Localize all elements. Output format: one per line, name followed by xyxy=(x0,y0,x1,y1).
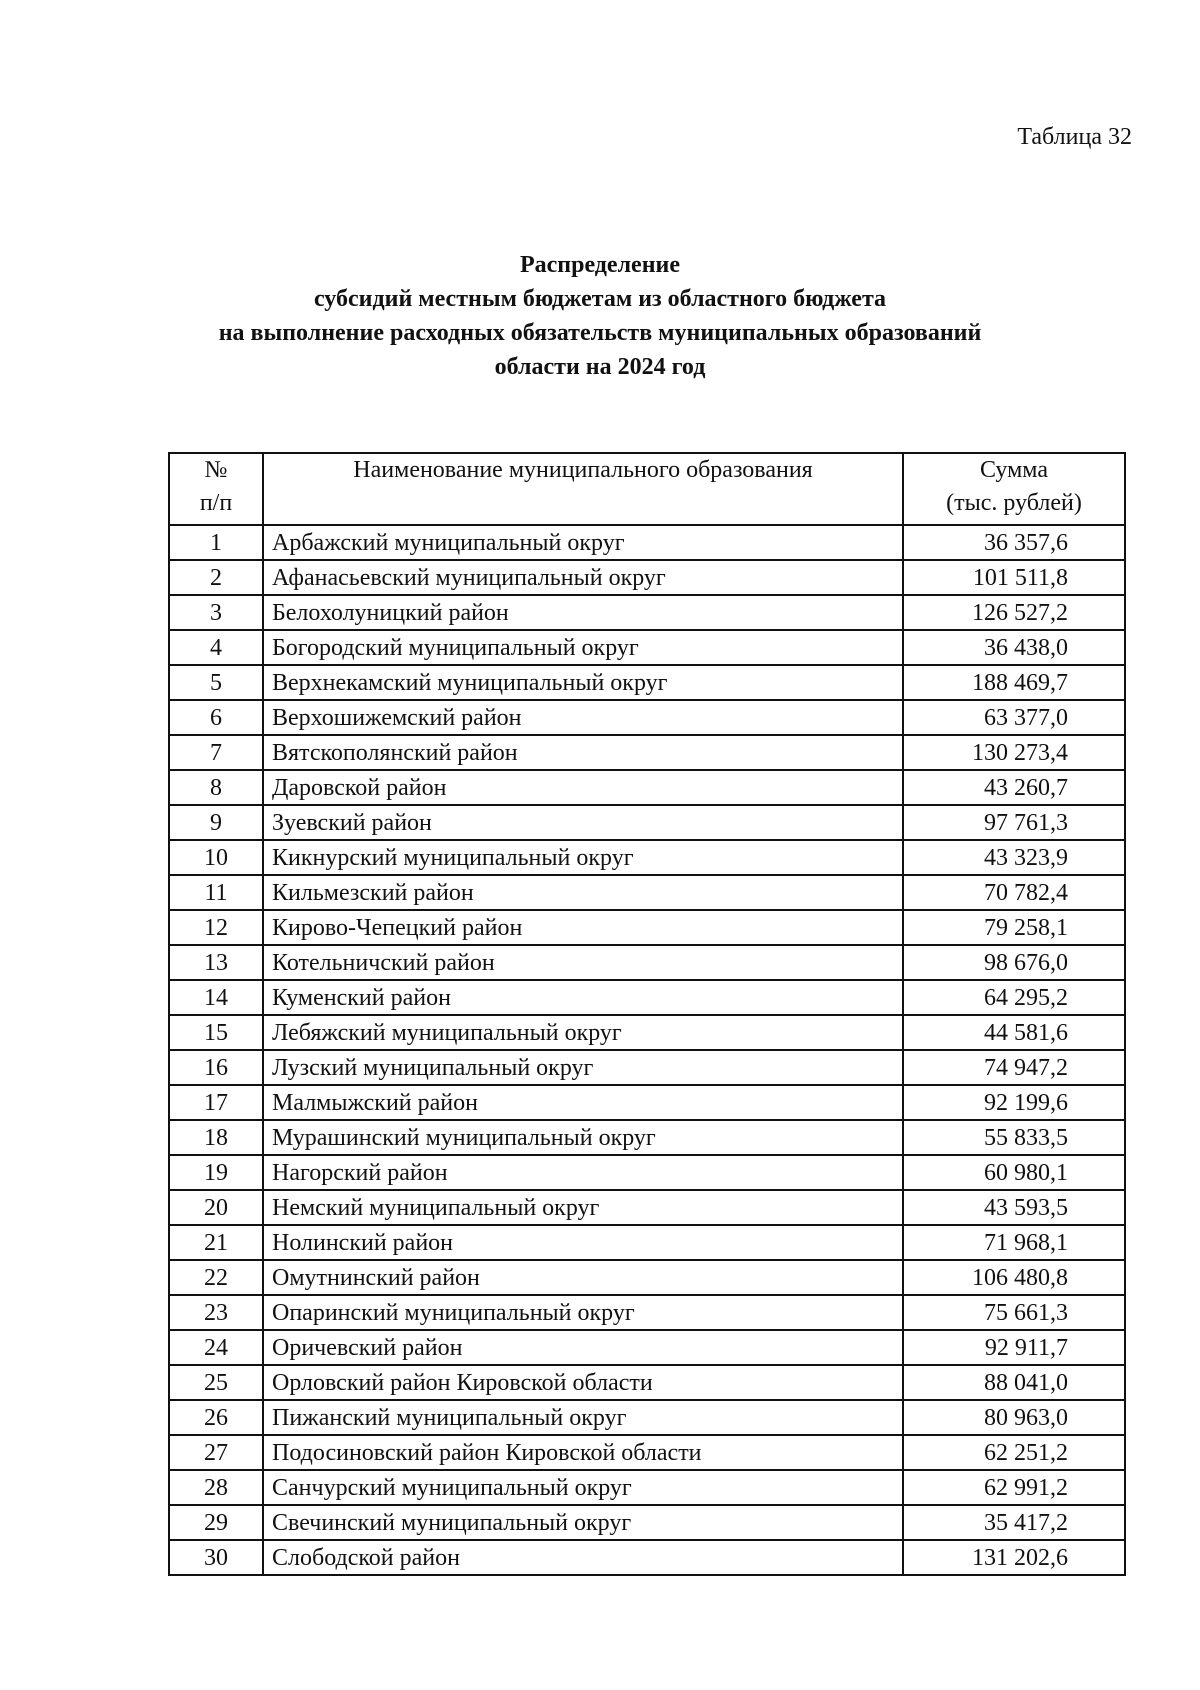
table-number-label: Таблица 32 xyxy=(1017,124,1132,150)
row-name-cell: Кикнурский муниципальный округ xyxy=(263,840,903,875)
row-number-cell: 5 xyxy=(169,665,263,700)
row-sum-cell: 80 963,0 xyxy=(903,1400,1125,1435)
row-name-cell: Санчурский муниципальный округ xyxy=(263,1470,903,1505)
row-name-cell: Слободской район xyxy=(263,1540,903,1575)
row-number-cell: 7 xyxy=(169,735,263,770)
table-row xyxy=(169,1330,1125,1365)
row-number-cell: 22 xyxy=(169,1260,263,1295)
row-name-cell: Кирово-Чепецкий район xyxy=(263,910,903,945)
table-row xyxy=(169,1015,1125,1050)
row-number-cell: 11 xyxy=(169,875,263,910)
row-sum-cell: 43 593,5 xyxy=(903,1190,1125,1225)
table-row xyxy=(169,1190,1125,1225)
row-sum-cell: 98 676,0 xyxy=(903,945,1125,980)
row-number-cell: 28 xyxy=(169,1470,263,1505)
row-name-cell: Немский муниципальный округ xyxy=(263,1190,903,1225)
table-row xyxy=(169,770,1125,805)
row-sum-cell: 126 527,2 xyxy=(903,595,1125,630)
row-number-cell: 8 xyxy=(169,770,263,805)
table-row xyxy=(169,700,1125,735)
heading-line-1: Распределение xyxy=(519,252,681,278)
row-number-cell: 14 xyxy=(169,980,263,1015)
row-sum-cell: 55 833,5 xyxy=(903,1120,1125,1155)
row-sum-cell: 62 991,2 xyxy=(903,1470,1125,1505)
document-heading xyxy=(0,248,1200,384)
table-row xyxy=(169,1120,1125,1155)
row-sum-cell: 44 581,6 xyxy=(903,1015,1125,1050)
subsidy-table xyxy=(168,452,1126,1576)
table-header xyxy=(169,453,1125,525)
header-sum-line-1: Сумма xyxy=(980,457,1048,483)
row-number-cell: 20 xyxy=(169,1190,263,1225)
row-name-cell: Зуевский район xyxy=(263,805,903,840)
table-row xyxy=(169,665,1125,700)
table-row xyxy=(169,1085,1125,1120)
row-name-cell: Куменский район xyxy=(263,980,903,1015)
row-name-cell: Богородский муниципальный округ xyxy=(263,630,903,665)
row-name-cell: Верхошижемский район xyxy=(263,700,903,735)
table-row xyxy=(169,1435,1125,1470)
row-sum-cell: 131 202,6 xyxy=(903,1540,1125,1575)
row-name-cell: Подосиновский район Кировской области xyxy=(263,1435,903,1470)
table-body xyxy=(169,525,1125,1575)
row-name-cell: Белохолуницкий район xyxy=(263,595,903,630)
row-sum-cell: 88 041,0 xyxy=(903,1365,1125,1400)
row-number-cell: 17 xyxy=(169,1085,263,1120)
table-row xyxy=(169,945,1125,980)
row-sum-cell: 64 295,2 xyxy=(903,980,1125,1015)
row-number-cell: 16 xyxy=(169,1050,263,1085)
row-name-cell: Кильмезский район xyxy=(263,875,903,910)
heading-line-4: области на 2024 год xyxy=(494,354,706,380)
header-sum xyxy=(903,453,1125,525)
row-sum-cell: 36 438,0 xyxy=(903,630,1125,665)
row-number-cell: 12 xyxy=(169,910,263,945)
table-row xyxy=(169,1050,1125,1085)
header-sum-line-2: (тыс. рублей) xyxy=(946,490,1082,516)
row-number-cell: 25 xyxy=(169,1365,263,1400)
row-number-cell: 15 xyxy=(169,1015,263,1050)
table-row xyxy=(169,805,1125,840)
table-row xyxy=(169,1470,1125,1505)
row-number-cell: 2 xyxy=(169,560,263,595)
header-number-line-1: № xyxy=(204,457,228,483)
row-name-cell: Малмыжский район xyxy=(263,1085,903,1120)
row-name-cell: Вятскополянский район xyxy=(263,735,903,770)
row-sum-cell: 106 480,8 xyxy=(903,1260,1125,1295)
row-name-cell: Афанасьевский муниципальный округ xyxy=(263,560,903,595)
table-row xyxy=(169,1365,1125,1400)
table-row xyxy=(169,840,1125,875)
table-header-row xyxy=(169,453,1125,525)
table-row xyxy=(169,1400,1125,1435)
row-sum-cell: 188 469,7 xyxy=(903,665,1125,700)
table-row xyxy=(169,1225,1125,1260)
row-number-cell: 9 xyxy=(169,805,263,840)
row-number-cell: 27 xyxy=(169,1435,263,1470)
row-number-cell: 18 xyxy=(169,1120,263,1155)
header-name: Наименование муниципального образования xyxy=(263,453,903,525)
row-number-cell: 19 xyxy=(169,1155,263,1190)
table-row xyxy=(169,735,1125,770)
row-sum-cell: 97 761,3 xyxy=(903,805,1125,840)
header-number xyxy=(169,453,263,525)
row-number-cell: 21 xyxy=(169,1225,263,1260)
row-name-cell: Пижанский муниципальный округ xyxy=(263,1400,903,1435)
row-name-cell: Орловский район Кировской области xyxy=(263,1365,903,1400)
table-row xyxy=(169,1260,1125,1295)
row-number-cell: 3 xyxy=(169,595,263,630)
row-number-cell: 30 xyxy=(169,1540,263,1575)
row-sum-cell: 101 511,8 xyxy=(903,560,1125,595)
row-sum-cell: 130 273,4 xyxy=(903,735,1125,770)
table-row xyxy=(169,980,1125,1015)
row-name-cell: Лузский муниципальный округ xyxy=(263,1050,903,1085)
row-number-cell: 29 xyxy=(169,1505,263,1540)
row-number-cell: 24 xyxy=(169,1330,263,1365)
row-number-cell: 10 xyxy=(169,840,263,875)
row-sum-cell: 43 323,9 xyxy=(903,840,1125,875)
row-number-cell: 26 xyxy=(169,1400,263,1435)
header-number-line-2: п/п xyxy=(199,490,233,516)
row-name-cell: Лебяжский муниципальный округ xyxy=(263,1015,903,1050)
row-number-cell: 6 xyxy=(169,700,263,735)
table-row xyxy=(169,875,1125,910)
table-row xyxy=(169,560,1125,595)
heading-line-3: на выполнение расходных обязательств муниципальных образований xyxy=(218,320,982,346)
row-name-cell: Верхнекамский муниципальный округ xyxy=(263,665,903,700)
row-number-cell: 13 xyxy=(169,945,263,980)
row-name-cell: Арбажский муниципальный округ xyxy=(263,525,903,560)
row-sum-cell: 92 911,7 xyxy=(903,1330,1125,1365)
table-row xyxy=(169,630,1125,665)
row-name-cell: Свечинский муниципальный округ xyxy=(263,1505,903,1540)
table-row xyxy=(169,525,1125,560)
row-name-cell: Нолинский район xyxy=(263,1225,903,1260)
row-name-cell: Котельничский район xyxy=(263,945,903,980)
row-sum-cell: 35 417,2 xyxy=(903,1505,1125,1540)
row-sum-cell: 63 377,0 xyxy=(903,700,1125,735)
heading-line-2: субсидий местным бюджетам из областного бюджета xyxy=(313,286,887,312)
table-row xyxy=(169,1155,1125,1190)
row-sum-cell: 74 947,2 xyxy=(903,1050,1125,1085)
row-name-cell: Оричевский район xyxy=(263,1330,903,1365)
row-sum-cell: 92 199,6 xyxy=(903,1085,1125,1120)
row-sum-cell: 62 251,2 xyxy=(903,1435,1125,1470)
row-number-cell: 23 xyxy=(169,1295,263,1330)
table-row xyxy=(169,595,1125,630)
table-row xyxy=(169,1540,1125,1575)
row-name-cell: Нагорский район xyxy=(263,1155,903,1190)
row-name-cell: Опаринский муниципальный округ xyxy=(263,1295,903,1330)
row-sum-cell: 60 980,1 xyxy=(903,1155,1125,1190)
row-name-cell: Омутнинский район xyxy=(263,1260,903,1295)
table-row xyxy=(169,1505,1125,1540)
row-sum-cell: 70 782,4 xyxy=(903,875,1125,910)
row-sum-cell: 43 260,7 xyxy=(903,770,1125,805)
row-sum-cell: 71 968,1 xyxy=(903,1225,1125,1260)
row-name-cell: Мурашинский муниципальный округ xyxy=(263,1120,903,1155)
table-row xyxy=(169,910,1125,945)
row-sum-cell: 79 258,1 xyxy=(903,910,1125,945)
row-number-cell: 4 xyxy=(169,630,263,665)
row-number-cell: 1 xyxy=(169,525,263,560)
row-name-cell: Даровской район xyxy=(263,770,903,805)
row-sum-cell: 36 357,6 xyxy=(903,525,1125,560)
table-row xyxy=(169,1295,1125,1330)
row-sum-cell: 75 661,3 xyxy=(903,1295,1125,1330)
